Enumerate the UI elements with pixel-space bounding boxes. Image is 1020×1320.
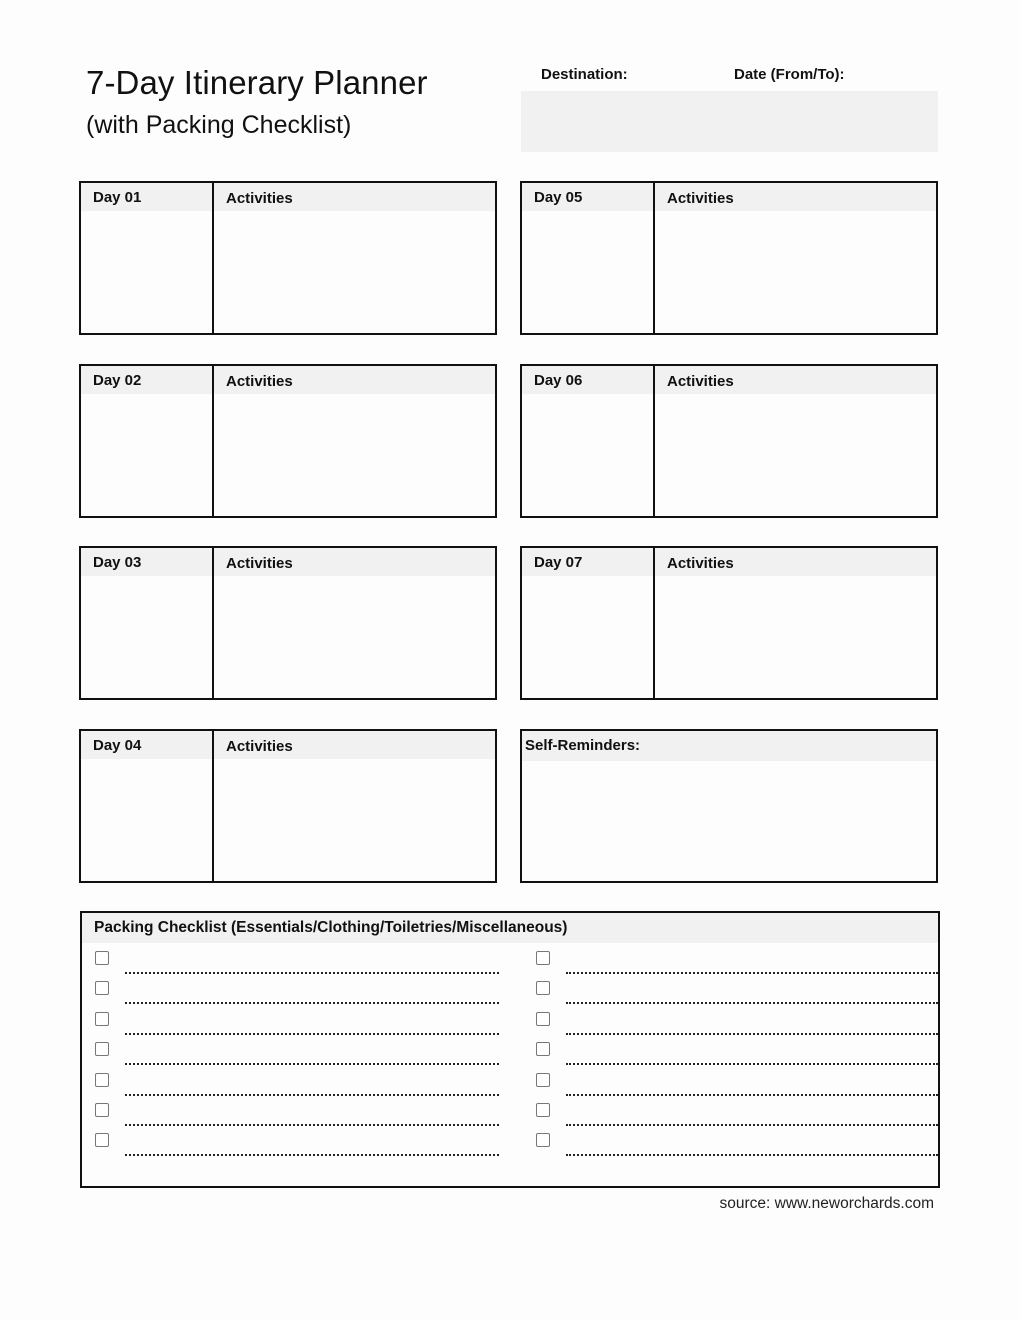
checkbox[interactable]: [95, 1133, 109, 1147]
checklist-item-line[interactable]: [566, 1063, 938, 1065]
day-box-02[interactable]: [79, 364, 497, 518]
page-title: 7-Day Itinerary Planner: [86, 64, 428, 101]
checkbox[interactable]: [536, 981, 550, 995]
checkbox[interactable]: [536, 1012, 550, 1026]
checklist-title: Packing Checklist (Essentials/Clothing/Toiletries/Miscellaneous): [94, 919, 568, 936]
day-label: Day 05: [534, 189, 583, 206]
checklist-item-line[interactable]: [125, 1094, 499, 1096]
day-box-06[interactable]: [520, 364, 938, 518]
day-box-05[interactable]: [520, 181, 938, 335]
activities-label: Activities: [667, 190, 734, 207]
checklist-item-line[interactable]: [125, 1033, 499, 1035]
activities-label: Activities: [226, 373, 293, 390]
source-credit: source: www.neworchards.com: [719, 1195, 934, 1212]
day-box-04[interactable]: [79, 729, 497, 883]
checkbox[interactable]: [95, 951, 109, 965]
checkbox[interactable]: [536, 951, 550, 965]
checklist-item-line[interactable]: [125, 972, 499, 974]
day-label: Day 04: [93, 737, 142, 754]
self-reminders-label: Self-Reminders:: [525, 737, 641, 754]
day-box-03[interactable]: [79, 546, 497, 700]
checkbox[interactable]: [536, 1133, 550, 1147]
activities-label: Activities: [667, 373, 734, 390]
checkbox[interactable]: [95, 1103, 109, 1117]
day-label: Day 01: [93, 189, 142, 206]
day-box-01[interactable]: [79, 181, 497, 335]
checkbox[interactable]: [95, 981, 109, 995]
packing-checklist: [80, 911, 940, 1188]
day-label: Day 03: [93, 554, 142, 571]
day-box-07[interactable]: [520, 546, 938, 700]
checkbox[interactable]: [536, 1073, 550, 1087]
checklist-item-line[interactable]: [125, 1002, 499, 1004]
checkbox[interactable]: [95, 1012, 109, 1026]
checklist-item-line[interactable]: [125, 1154, 499, 1156]
checklist-item-line[interactable]: [566, 1002, 938, 1004]
day-label: Day 06: [534, 372, 583, 389]
checklist-item-line[interactable]: [566, 1154, 938, 1156]
checklist-item-line[interactable]: [566, 1033, 938, 1035]
checkbox[interactable]: [95, 1073, 109, 1087]
page-subtitle: (with Packing Checklist): [86, 111, 352, 139]
activities-label: Activities: [667, 555, 734, 572]
checklist-item-line[interactable]: [125, 1124, 499, 1126]
destination-label: Destination:: [541, 66, 628, 83]
activities-label: Activities: [226, 738, 293, 755]
destination-date-field[interactable]: [521, 91, 938, 152]
checkbox[interactable]: [95, 1042, 109, 1056]
day-label: Day 02: [93, 372, 142, 389]
checkbox[interactable]: [536, 1103, 550, 1117]
activities-label: Activities: [226, 190, 293, 207]
checklist-item-line[interactable]: [125, 1063, 499, 1065]
activities-label: Activities: [226, 555, 293, 572]
checklist-item-line[interactable]: [566, 972, 938, 974]
checklist-item-line[interactable]: [566, 1124, 938, 1126]
self-reminders-box[interactable]: [520, 729, 938, 883]
checklist-item-line[interactable]: [566, 1094, 938, 1096]
checkbox[interactable]: [536, 1042, 550, 1056]
date-label: Date (From/To):: [734, 66, 845, 83]
day-label: Day 07: [534, 554, 583, 571]
